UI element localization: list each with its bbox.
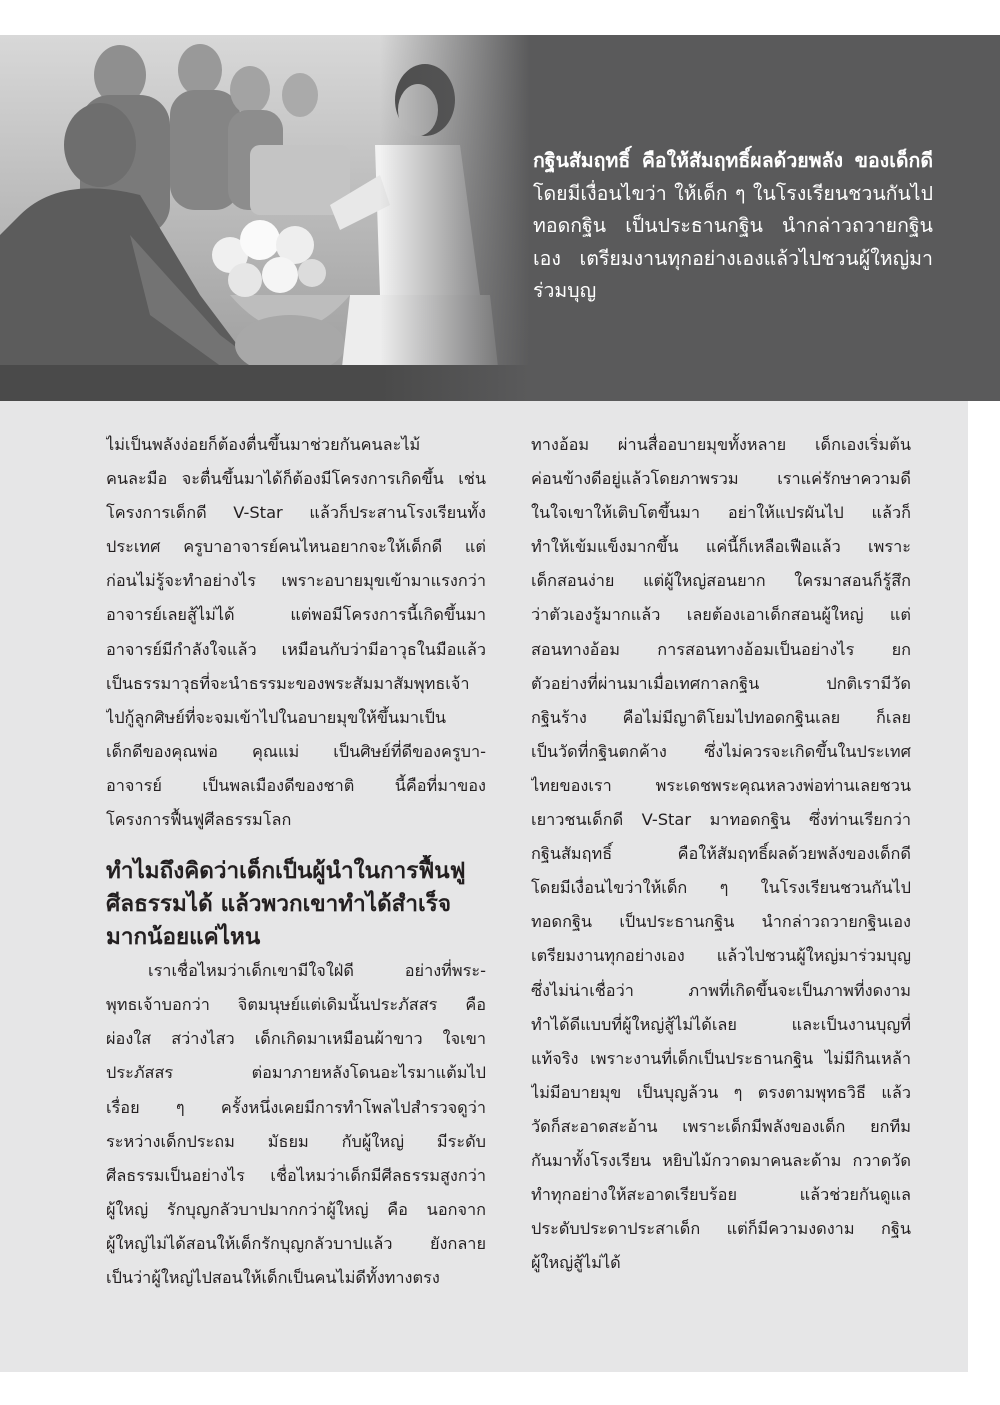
text-line: ทำให้เข้มแข็งมากขึ้น แค่นี้ก็เหลือเฟือแล้ว เพราะ: [531, 537, 911, 557]
section-heading: [106, 855, 486, 954]
text-line: ผู้ใหญ่ รักบุญกลัวบาปมากกว่าผู้ใหญ่ คือ นอกจาก: [106, 1199, 486, 1219]
text-line: ทำทุกอย่างให้สะอาดเรียบร้อย แล้วช่วยกันดูแล: [531, 1185, 911, 1205]
text-line: ทางอ้อม ผ่านสื่ออบายมุขทั้งหลาย เด็กเองเริ่มต้น: [531, 435, 911, 454]
heading-line: มากน้อยแค่ไหน: [106, 924, 261, 951]
text-line: ผ่องใส สว่างไสว เด็กเกิดมาเหมือนผ้าขาว ใจเขา: [106, 1029, 486, 1049]
hero-caption-lead: กฐินสัมฤทธิ์ คือให้สัมฤทธิ์ผลด้วยพลัง ของเด็กดี: [533, 149, 933, 172]
text-line: คนละมือ จะตื่นขึ้นมาได้ก็ต้องมีโครงการเกิดขึ้น เช่น: [106, 469, 486, 489]
text-line: ในใจเขาให้เติบโตขึ้นมา อย่าให้แปรผันไป แล้วก็: [531, 503, 911, 523]
text-line: เป็นว่าผู้ใหญ่ไปสอนให้เด็กเป็นคนไม่ดีทั้งทางตรง: [106, 1267, 440, 1287]
text-line: เด็กสอนง่าย แต่ผู้ใหญ่สอนยาก ใครมาสอนก็รู้สึก: [531, 571, 911, 591]
left-column: [106, 428, 486, 1295]
text-line: ทอดกฐิน เป็นประธานกฐิน นำกล่าวถวายกฐินเอง: [531, 912, 911, 932]
right-paragraph: [531, 428, 911, 1280]
text-line: โครงการเด็กดี V-Star แล้วก็ประสานโรงเรียนทั้ง: [106, 503, 486, 523]
text-line: แท้จริง เพราะงานที่เด็กเป็นประธานกฐิน ไม่มีกินเหล้า: [531, 1048, 911, 1068]
text-line: ไปกู้ลูกศิษย์ที่จะจมเข้าไปในอบายมุขให้ขึ้นมาเป็น: [106, 707, 447, 727]
text-line: ไทยของเรา พระเดชพระคุณหลวงพ่อท่านเลยชวน: [531, 775, 911, 795]
text-line: เรื่อย ๆ ครั้งหนึ่งเคยมีการทำโพลไปสำรวจดูว่า: [106, 1097, 486, 1117]
text-line: ผู้ใหญ่สู้ไม่ได้: [531, 1253, 621, 1273]
text-line: ตัวอย่างที่ผ่านมาเมื่อเทศกาลกฐิน ปกติเรามีวัด: [531, 673, 911, 693]
text-line: โดยมีเงื่อนไขว่าให้เด็ก ๆ ในโรงเรียนชวนกันไป: [531, 878, 911, 898]
kathina-ceremony-photo: [0, 35, 530, 401]
text-line: ประภัสสร ต่อมาภายหลังโดนอะไรมาแต้มไป: [106, 1063, 486, 1083]
text-line: กฐินสัมฤทธิ์ คือให้สัมฤทธิ์ผลด้วยพลังของเด็กดี: [531, 844, 911, 864]
text-line: เราเชื่อไหมว่าเด็กเขามีใจใฝ่ดี อย่างที่พระ-: [148, 961, 486, 981]
text-line: ระหว่างเด็กประถม มัธยม กับผู้ใหญ่ มีระดับ: [106, 1131, 486, 1151]
hero-banner: [0, 35, 1000, 401]
text-line: ทำได้ดีแบบที่ผู้ใหญ่สู้ไม่ได้เลย และเป็นงานบุญที่: [531, 1014, 911, 1034]
text-line: เตรียมงานทุกอย่างเอง แล้วไปชวนผู้ใหญ่มาร่วมบุญ: [531, 946, 911, 966]
text-line: สอนทางอ้อม การสอนทางอ้อมเป็นอย่างไร ยก: [531, 639, 911, 659]
left-paragraph-2: [106, 954, 486, 1295]
text-line: ไม่เป็นพลังง่อยก็ต้องตื่นขึ้นมาช่วยกันคนละไม้: [106, 435, 421, 454]
text-line: พุทธเจ้าบอกว่า จิตมนุษย์แต่เดิมนั้นประภัสสร คือ: [106, 995, 486, 1015]
text-line: เยาวชนเด็กดี V-Star มาทอดกฐิน ซึ่งท่านเรียกว่า: [531, 810, 911, 830]
hero-caption: [533, 145, 933, 308]
photo-edge-fade: [380, 35, 530, 401]
text-line: อาจารย์มีกำลังใจแล้ว เหมือนกับว่ามีอาวุธในมือแล้ว: [106, 639, 486, 659]
text-line: โครงการฟื้นฟูศีลธรรมโลก: [106, 810, 292, 830]
text-line: ประดับประดาประสาเด็ก แต่ก็มีความงดงาม กฐิน: [531, 1219, 911, 1239]
text-line: ค่อนข้างดีอยู่แล้วโดยภาพรวม เราแค่รักษาความดี: [531, 469, 911, 489]
text-line: กฐินร้าง คือไม่มีญาติโยมไปทอดกฐินเลย ก็เลย: [531, 707, 911, 727]
text-line: ผู้ใหญ่ไม่ได้สอนให้เด็กรักบุญกลัวบาปแล้ว ยังกลาย: [106, 1233, 486, 1253]
right-column: [531, 428, 911, 1280]
text-line: ประเทศ ครูบาอาจารย์คนไหนอยากจะให้เด็กดี แต่: [106, 537, 486, 557]
text-line: อาจารย์เลยสู้ไม่ได้ แต่พอมีโครงการนี้เกิดขึ้นมา: [106, 605, 486, 625]
text-line: ว่าตัวเองรู้มากแล้ว เลยต้องเอาเด็กสอนผู้ใหญ่ แต่: [531, 605, 911, 625]
text-line: เป็นธรรมาวุธที่จะนำธรรมะของพระสัมมาสัมพุทธเจ้า: [106, 673, 470, 693]
text-line: กันมาทั้งโรงเรียน หยิบไม้กวาดมาคนละด้าม กวาดวัด: [531, 1150, 911, 1170]
text-line: ก่อนไม่รู้จะทำอย่างไร เพราะอบายมุขเข้ามาแรงกว่า: [106, 571, 486, 591]
text-line: เด็กดีของคุณพ่อ คุณแม่ เป็นศิษย์ที่ดีของครูบา-: [106, 741, 486, 761]
text-line: ไม่มีอบายมุข เป็นบุญล้วน ๆ ตรงตามพุทธวิธี แล้ว: [531, 1082, 911, 1102]
hero-caption-body: โดยมีเงื่อนไขว่า ให้เด็ก ๆ ในโรงเรียนชวนกันไปทอดกฐิน เป็นประธานกฐิน นำกล่าวถวายกฐินเอง เตรียมงานทุกอย่างเองแล้วไปชวนผู้ใหญ่มาร่วมบุญ: [533, 181, 933, 302]
text-line: อาจารย์ เป็นพลเมืองดีของชาติ นี้คือที่มาของ: [106, 775, 486, 795]
text-line: วัดก็สะอาดสะอ้าน เพราะเด็กมีพลังของเด็ก ยกทีม: [531, 1116, 911, 1136]
heading-line: ศีลธรรมได้ แล้วพวกเขาทำได้สำเร็จ: [106, 891, 452, 918]
text-line: ซึ่งไม่น่าเชื่อว่า ภาพที่เกิดขึ้นจะเป็นภาพที่งดงาม: [531, 980, 911, 1000]
text-line: ศีลธรรมเป็นอย่างไร เชื่อไหมว่าเด็กมีศีลธรรมสูงกว่า: [106, 1165, 486, 1185]
left-paragraph-1: [106, 428, 486, 837]
text-line: เป็นวัดที่กฐินตกค้าง ซึ่งไม่ควรจะเกิดขึ้นในประเทศ: [531, 741, 911, 761]
heading-line: ทำไมถึงคิดว่าเด็กเป็นผู้นำในการฟื้นฟู: [106, 858, 466, 885]
